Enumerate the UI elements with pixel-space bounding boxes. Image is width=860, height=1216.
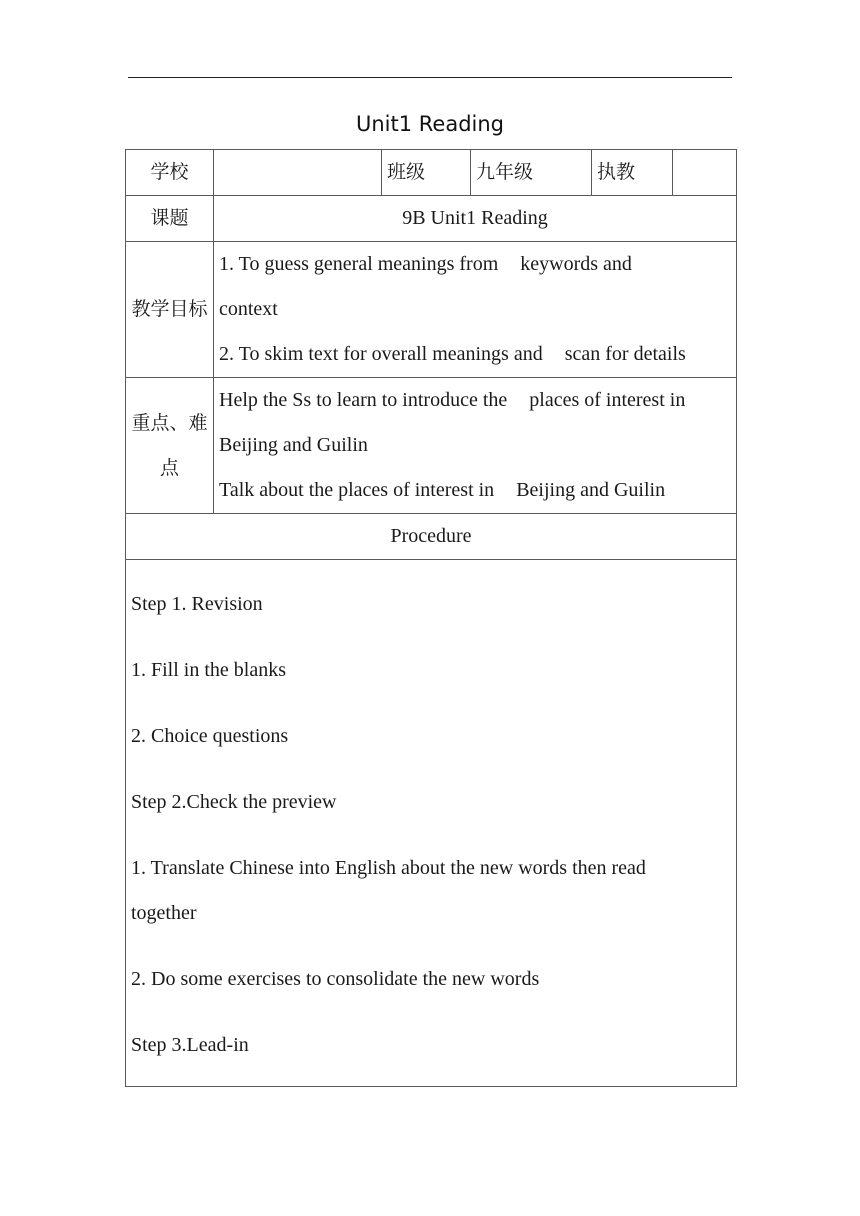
procedure-steps	[126, 560, 737, 1087]
key-point-text: Help the Ss to learn to introduce the	[219, 389, 508, 411]
teacher-label: 执教	[592, 150, 673, 196]
school-label: 学校	[126, 150, 214, 196]
topic-value: 9B Unit1 Reading	[214, 196, 737, 242]
school-value	[214, 150, 382, 196]
class-label: 班级	[382, 150, 471, 196]
table-row	[126, 378, 737, 514]
key-point-text: places of interest in	[529, 389, 686, 411]
objective-text: context	[219, 298, 278, 320]
procedure-step: 1. Fill in the blanks	[131, 659, 286, 681]
teacher-value	[673, 150, 737, 196]
table-row	[126, 196, 737, 242]
procedure-step: 1. Translate Chinese into English about the new words then read together	[131, 857, 646, 924]
key-point-text: Talk about the places of interest in	[219, 479, 495, 501]
key-points-label: 重点、难点	[126, 378, 214, 514]
objective-text: 2. To skim text for overall meanings and	[219, 343, 543, 365]
document-title: Unit1 Reading	[355, 112, 505, 136]
header-rule	[128, 77, 732, 78]
procedure-step: Step 1. Revision	[131, 593, 263, 615]
procedure-step: 2. Do some exercises to consolidate the new words	[131, 968, 540, 990]
objective-text: keywords and	[520, 253, 632, 275]
lesson-plan-table	[125, 149, 737, 1087]
table-row	[126, 560, 737, 1087]
procedure-step: Step 2.Check the preview	[131, 791, 337, 813]
objective-text: scan for details	[564, 343, 686, 365]
key-point-text: Beijing and Guilin	[219, 434, 368, 456]
procedure-step: Step 3.Lead-in	[131, 1034, 249, 1056]
table-row	[126, 150, 737, 196]
procedure-header: Procedure	[126, 514, 737, 560]
procedure-step: 2. Choice questions	[131, 725, 289, 747]
table-row	[126, 242, 737, 378]
topic-label: 课题	[126, 196, 214, 242]
objectives-content	[214, 242, 737, 378]
key-point-text: Beijing and Guilin	[516, 479, 666, 501]
objective-text: 1. To guess general meanings from	[219, 253, 499, 275]
class-value: 九年级	[471, 150, 592, 196]
objectives-label: 教学目标	[126, 242, 214, 378]
table-row	[126, 514, 737, 560]
key-points-content	[214, 378, 737, 514]
